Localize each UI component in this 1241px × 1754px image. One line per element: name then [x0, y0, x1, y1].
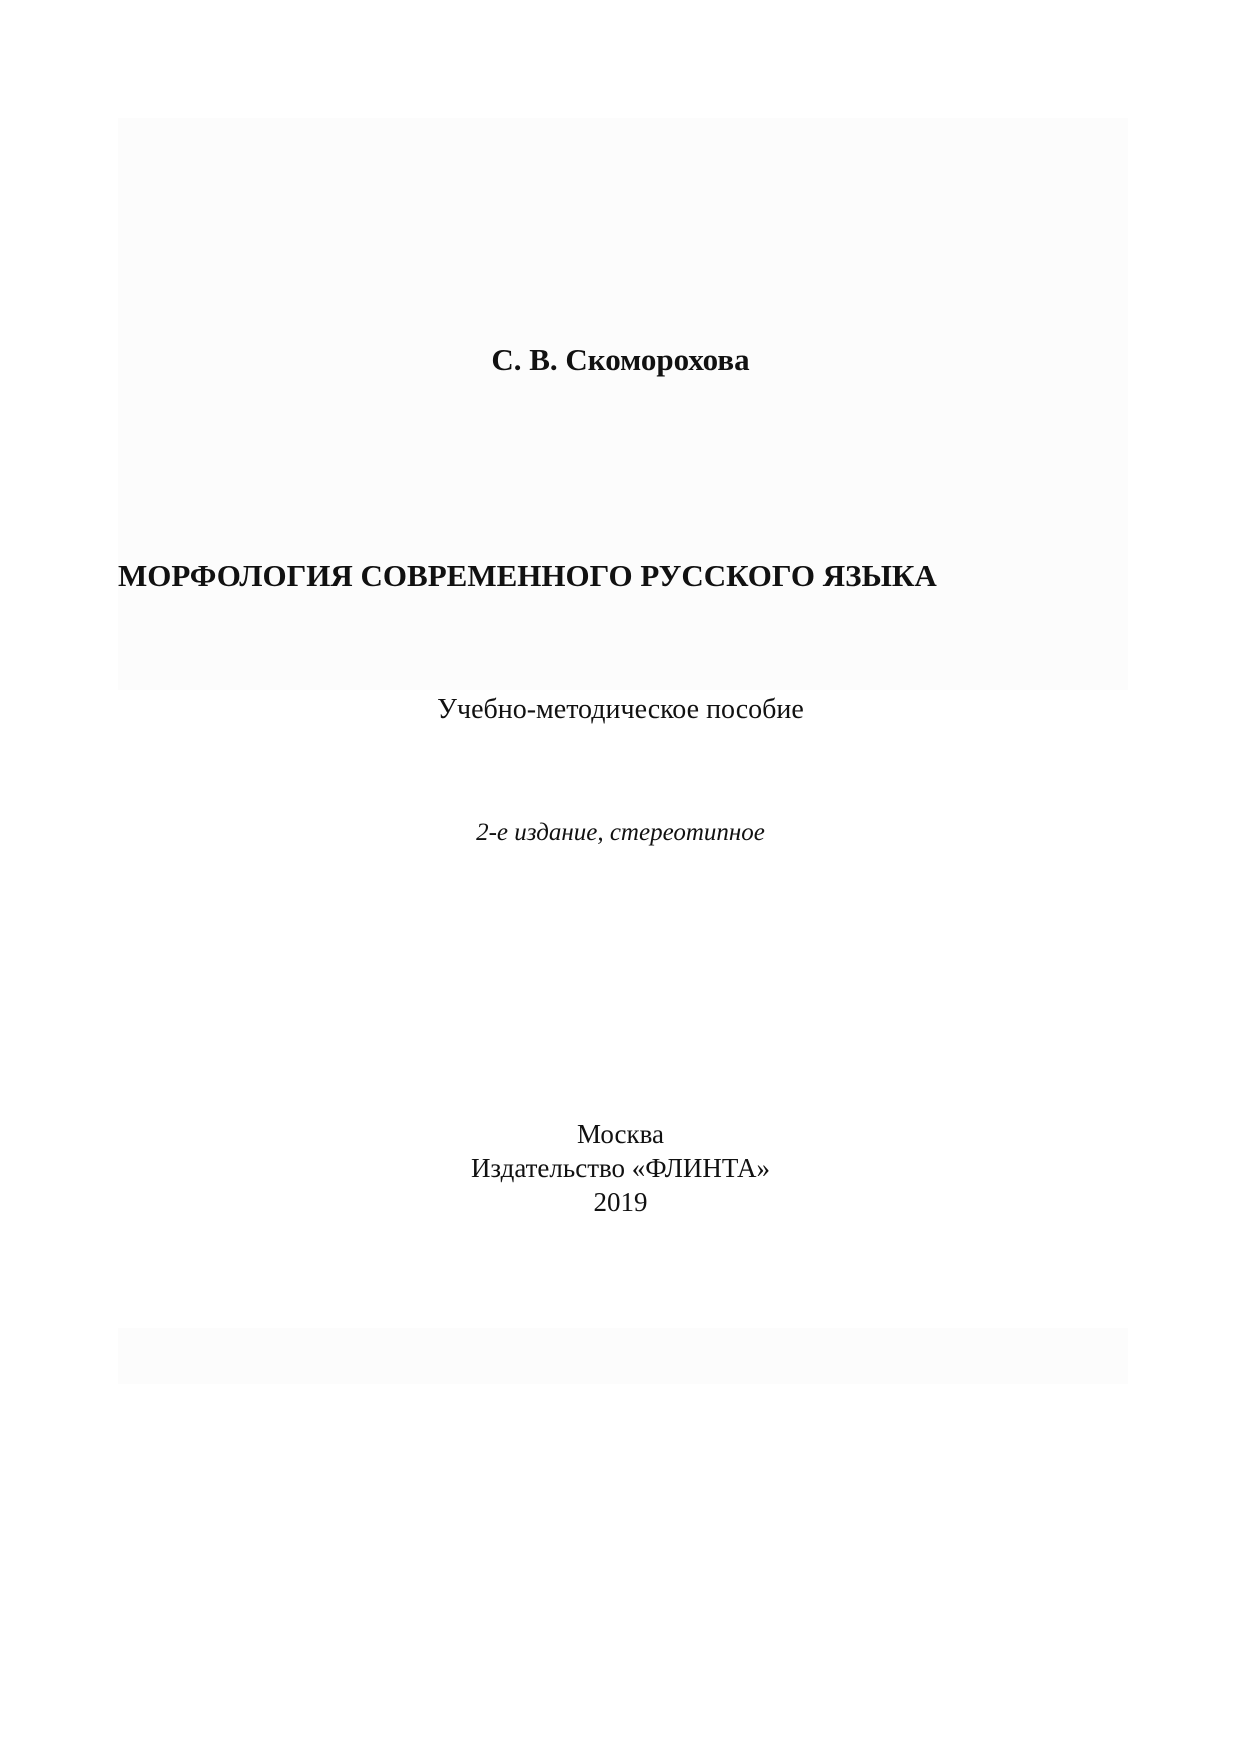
publication-type: Учебно-методическое пособие [437, 694, 804, 725]
edition-note: 2-е издание, стереотипное [476, 819, 765, 846]
imprint-publisher: Издательство «ФЛИНТА» [470, 1153, 771, 1183]
imprint-city: Москва [577, 1119, 664, 1149]
imprint-year: 2019 [593, 1187, 648, 1217]
imprint [0, 1117, 1241, 1219]
scan-shading-upper [118, 118, 1128, 690]
scan-shading-lower [118, 1328, 1128, 1384]
book-title: МОРФОЛОГИЯ СОВРЕМЕННОГО РУССКОГО ЯЗЫКА [118, 558, 937, 593]
author-name: С. В. Скоморохова [491, 342, 750, 377]
